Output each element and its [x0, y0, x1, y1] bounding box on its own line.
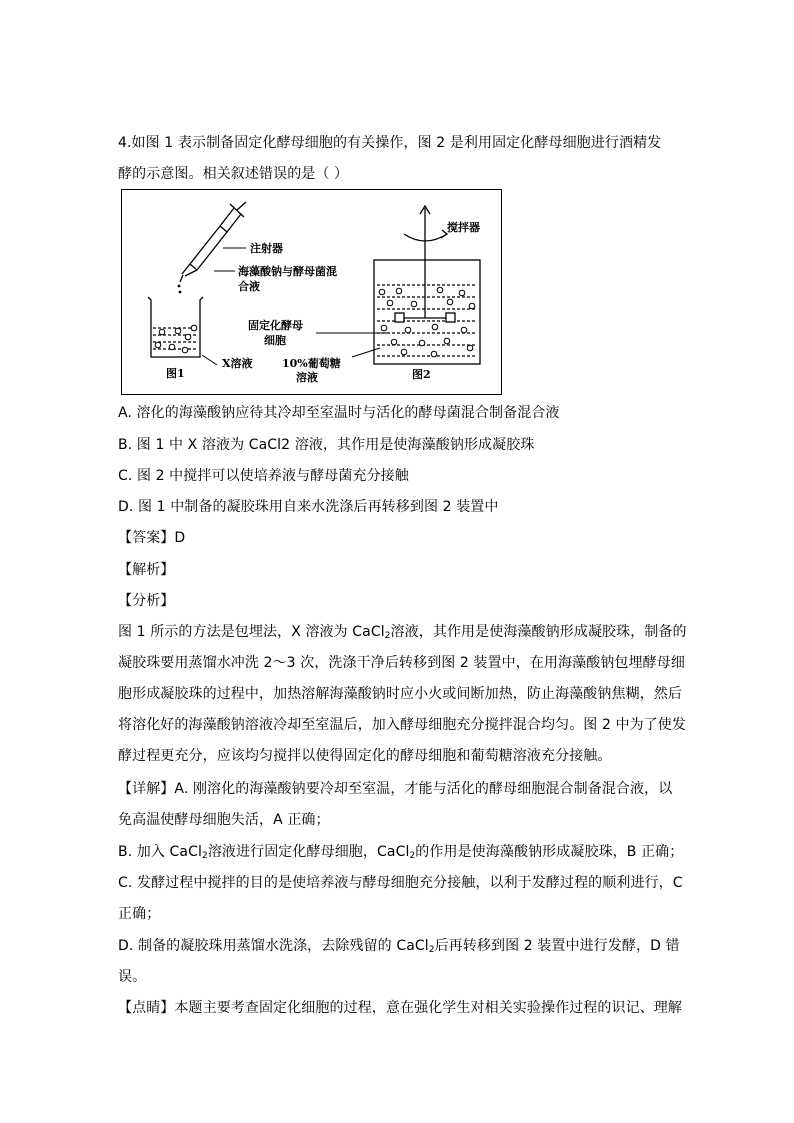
immobilized-label-line-2: 细胞 [264, 334, 286, 347]
comment-text: 本题主要考查固定化细胞的过程，意在强化学生对相关实验操作过程的识记、理解 [174, 1000, 683, 1016]
syringe-label: 注射器 [250, 242, 283, 255]
analysis-line-2: 凝胶珠要用蒸馏水冲洗 2～3 次，洗涤干净后转移到图 2 装置中，在用海藻酸钠包埋酵母细 [118, 655, 685, 671]
detail-d-part-2: 后再转移到图 2 装置中进行发酵，D 错 [434, 938, 680, 954]
detail-line-c1: C. 发酵过程中搅拌的目的是使培养液与酵母细胞充分接触，以利于发酵过程的顺利进行，C [118, 875, 683, 891]
option-b: B. 图 1 中 X 溶液为 CaCl2 溶液，其作用是使海藻酸钠形成凝胶珠 [118, 437, 535, 453]
option-d: D. 图 1 中制备的凝胶珠用自来水洗涤后再转移到图 2 装置中 [118, 499, 499, 515]
glucose-label-line-1: 10%葡萄糖 [282, 357, 341, 370]
question-line-1: 4.如图 1 表示制备固定化酵母细胞的有关操作，图 2 是利用固定化酵母细胞进行酒精发 [118, 135, 662, 151]
option-a: A. 溶化的海藻酸钠应待其冷却至室温时与活化的酵母菌混合制备混合液 [118, 405, 560, 421]
detail-b-part-2: 溶液进行固定化酵母细胞，CaCl [207, 844, 410, 860]
x-solution-pointer [202, 355, 217, 365]
subscript-2: 2 [428, 945, 435, 955]
detail-line-a1 [118, 779, 678, 799]
detail-line-c2: 正确； [118, 906, 161, 922]
syringe-drawing [180, 202, 246, 282]
analysis-line-1-part-1: 图 1 所示的方法是包埋法，X 溶液为 CaCl [118, 624, 385, 640]
analysis-line-1-part-2: 溶液，其作用是使海藻酸钠形成凝胶珠，制备的 [390, 624, 687, 640]
option-c: C. 图 2 中搅拌可以使培养液与酵母菌充分接触 [118, 468, 409, 484]
figure-drawing [122, 190, 503, 396]
answer-value: D [174, 530, 186, 546]
analysis-line-4: 将溶化好的海藻酸钠溶液冷却至室温后，加入酵母细胞充分搅拌混合均匀。图 2 中为了使发 [118, 717, 687, 733]
subscript-2: 2 [384, 631, 391, 641]
comment-heading: 【点睛】 [118, 1000, 175, 1016]
question-line-2: 酵的示意图。相关叙述错误的是（ ） [118, 166, 349, 182]
droplet-2 [179, 291, 182, 294]
x-solution-label: X溶液 [222, 357, 253, 370]
subscript-2: 2 [201, 851, 208, 861]
detail-line-d2: 误。 [118, 969, 147, 985]
subscript-2: 2 [409, 851, 416, 861]
detail-line-a2: 免高温使酵母细胞失活，A 正确； [118, 812, 330, 828]
analysis-line-5: 酵过程更充分，应该均匀搅拌以使得固定化的酵母细胞和葡萄糖溶液充分接触。 [118, 748, 612, 764]
analysis-line-1 [118, 622, 687, 642]
analysis-line-3: 胞形成凝胶珠的过程中，加热溶解海藻酸钠时应小火或间断加热，防止海藻酸钠焦糊，然后 [118, 686, 682, 702]
mix-label-line-1: 海藻酸钠与酵母菌混 [238, 265, 337, 278]
comment-line [118, 998, 683, 1018]
detail-heading: 【详解】 [118, 781, 175, 797]
stirrer-label: 搅拌器 [447, 221, 480, 234]
analysis-heading: 【分析】 [118, 593, 175, 609]
figure-2-caption: 图2 [412, 368, 431, 381]
explain-heading: 【解析】 [118, 562, 175, 578]
figure-1-caption: 图1 [166, 367, 185, 380]
stirrer-drawing [395, 206, 455, 322]
glucose-label-line-2: 溶液 [296, 371, 318, 384]
detail-b-part-1: B. 加入 CaCl [118, 844, 202, 860]
immobilized-label-line-1: 固定化酵母 [248, 319, 303, 332]
fermenter-drawing [374, 260, 480, 364]
detail-line-d1 [118, 936, 678, 956]
answer-tag: 【答案】 [118, 530, 175, 546]
droplet-1 [178, 285, 181, 288]
detail-b-part-3: 的作用是使海藻酸钠形成凝胶珠，B 正确； [415, 844, 684, 860]
detail-line-b [118, 842, 684, 862]
detail-d-part-1: D. 制备的凝胶珠用蒸馏水洗涤，去除残留的 CaCl [118, 938, 429, 954]
mix-label-line-2: 合液 [238, 280, 260, 293]
detail-a-text: A. 刚溶化的海藻酸钠要冷却至室温，才能与活化的酵母细胞混合制备混合液，以 [174, 781, 673, 797]
glucose-pointer [352, 348, 380, 357]
answer-line [118, 528, 678, 548]
experiment-figure [121, 189, 502, 395]
